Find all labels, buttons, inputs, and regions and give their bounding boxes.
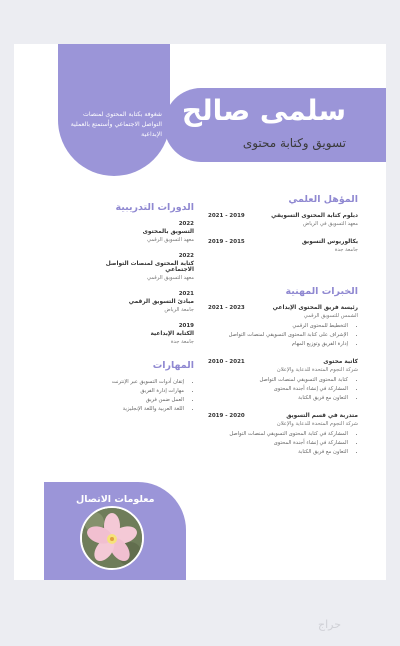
- experience-years: 2010 - 2021: [208, 359, 245, 365]
- experience-years: 2021 - 2023: [208, 305, 245, 311]
- experience-item: [208, 359, 358, 401]
- education-years: 2021 - 2019: [208, 213, 245, 219]
- education-title: بكالوريوس التسويق: [301, 239, 358, 245]
- course-year: 2019: [178, 323, 194, 329]
- courses-section: [86, 202, 194, 355]
- experience-duties: [208, 377, 358, 401]
- education-section: [208, 194, 358, 265]
- skills-section: [86, 360, 194, 415]
- duty-item: • المشاركة في إنشاء أجندة المحتوى: [208, 440, 348, 446]
- course-item: [86, 291, 194, 313]
- course-year: 2022: [178, 221, 194, 227]
- experience-company: شركة النجوم المتحدة للدعاية والإعلان: [276, 421, 358, 427]
- course-place: جامعة جدة: [170, 339, 194, 345]
- experience-company: شركة النجوم المتحدة للدعاية والإعلان: [276, 367, 358, 373]
- skills-list: [86, 379, 194, 412]
- resume-page: [14, 44, 386, 580]
- experience-title: كاتبة محتوى: [323, 359, 358, 365]
- course-place: جامعة الرياض: [164, 307, 194, 313]
- course-place: معهد التسويق الرقمي: [146, 237, 194, 243]
- skill-item: • مهارات إدارة الفريق: [86, 388, 184, 394]
- course-item: [86, 253, 194, 281]
- duty-item: • الإشراف على كتابة المحتوى التسويقي لمنصات التواصل: [208, 332, 348, 338]
- skill-item: • العمل ضمن فريق: [86, 397, 184, 403]
- duty-item: • المشاركة في كتابة المحتوى التسويقي لمنصات التواصل: [208, 431, 348, 437]
- course-item: [86, 221, 194, 243]
- education-years: 2019 - 2015: [208, 239, 245, 245]
- education-place: جامعة جدة: [334, 247, 358, 253]
- course-item: [86, 323, 194, 345]
- course-title: كتابة المحتوى لمنصات التواصل الاجتماعي: [105, 261, 194, 273]
- duty-item: • كتابة المحتوى التسويقي لمنصات التواصل: [208, 377, 348, 383]
- experience-duties: [208, 323, 358, 347]
- experience-years: 2019 - 2020: [208, 413, 245, 419]
- skill-item: • إتقان أدوات التسويق عبر الإنترنت: [86, 379, 184, 385]
- watermark-logo: حراج: [318, 618, 342, 631]
- duty-item: • التخطيط للمحتوى الرقمي: [208, 323, 348, 329]
- experience-section: [208, 286, 358, 467]
- course-title: الكتابة الإبداعية: [150, 331, 194, 337]
- course-place: معهد التسويق الرقمي: [146, 275, 194, 281]
- course-year: 2022: [178, 253, 194, 259]
- courses-heading: الدورات التدريبية: [115, 202, 194, 213]
- education-place: معهد التسويق في الرياض: [303, 221, 358, 227]
- course-year: 2021: [178, 291, 194, 297]
- person-name: سلمى صالح: [181, 94, 346, 127]
- flower-icon: [82, 508, 142, 568]
- job-title: تسويق وكتابة محتوى: [242, 136, 346, 150]
- duty-item: • إدارة الفريق وتوزيع المهام: [208, 341, 348, 347]
- course-title: مبادئ التسويق الرقمي: [128, 299, 194, 305]
- course-title: التسويق بالمحتوى: [142, 229, 194, 235]
- experience-title: رئيسة فريق المحتوى الإبداعي: [272, 305, 358, 311]
- education-heading: المؤهل العلمي: [288, 194, 358, 205]
- experience-company: الشمس للتسويق الرقمي: [303, 313, 358, 319]
- duty-item: • المشاركة في إنشاء أجندة المحتوى: [208, 386, 348, 392]
- summary-text: شغوفة بكتابة المحتوى لمنصات التواصل الاجتماعي وأستمتع بالعملية الإبداعية: [70, 111, 162, 138]
- education-title: دبلوم كتابة المحتوى التسويقي: [271, 213, 358, 219]
- duty-item: • التعاون مع فريق الكتابة: [208, 449, 348, 455]
- experience-heading: الخبرات المهنية: [285, 286, 358, 297]
- contact-heading: معلومات الاتصال: [76, 494, 155, 505]
- skill-item: • اللغة العربية واللغة الإنجليزية: [86, 406, 184, 412]
- flower-photo: [80, 506, 144, 570]
- experience-item: [208, 305, 358, 347]
- experience-duties: [208, 431, 358, 455]
- education-item: [208, 213, 358, 227]
- skills-heading: المهارات: [152, 360, 194, 371]
- education-item: [208, 239, 358, 253]
- experience-title: متدربة في قسم التسويق: [286, 413, 358, 419]
- experience-item: [208, 413, 358, 455]
- duty-item: • التعاون مع فريق الكتابة: [208, 395, 348, 401]
